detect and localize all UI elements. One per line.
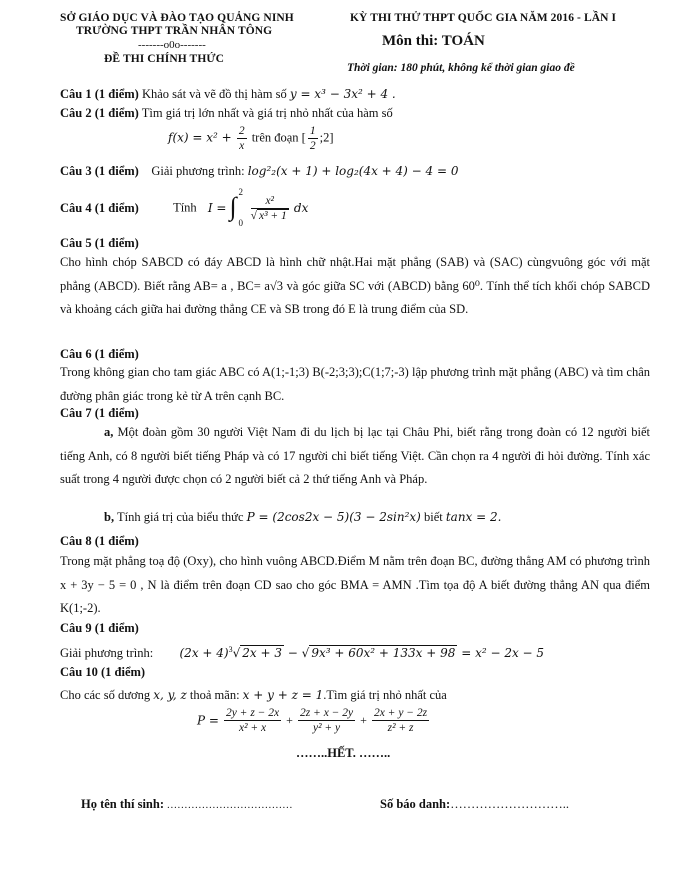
q4-dx: dx: [293, 201, 309, 215]
q9-radicand-b: 9x³ + 60x² + 133x + 98: [311, 646, 456, 661]
q2-frac2-den: 2: [309, 140, 316, 152]
q6-text: Trong không gian cho tam giác ABC có A(1;-1;3) B(-2;3;3);C(1;7;-3) lập phương trình mặt phẳng (ABC) và tìm chân đường phân giác trong kẻ từ A trên cạnh BC.: [60, 365, 650, 403]
q9-root-index: 3: [228, 645, 233, 654]
q2-fraction: [237, 124, 247, 153]
candidate-name-label: Họ tên thí sinh:: [81, 797, 165, 811]
q2-tail2: ;2]: [319, 130, 334, 145]
q9-rhs: = x² − 2x − 5: [457, 646, 545, 661]
q10-f2-num: 2z + x − 2y: [299, 707, 354, 719]
question-1: [60, 87, 396, 102]
q9-text: Giải phương trình:: [60, 646, 154, 661]
q4-den-rad: x³ + 1: [258, 209, 287, 222]
integral-sign: ∫: [229, 192, 237, 221]
q4-lhs: I =: [207, 201, 227, 215]
candidate-name-line: [81, 797, 293, 812]
q4-fraction: [251, 194, 289, 223]
q4-upper-bound: 2: [238, 187, 244, 197]
subject-title: Môn thi: TOÁN: [382, 33, 485, 49]
q7-a-label: a,: [104, 425, 114, 439]
q10-plus-1: +: [286, 713, 293, 727]
q7-a-text: Một đoàn gồm 30 người Việt Nam đi du lịch bị lạc tại Châu Phi, biết rằng trong đoàn có 12 người biết tiếng Anh, có 8 người biết tiếng Pháp và có 17 người chỉ biết tiếng Việt. Cần chọn ra 4 người đi hỏi đường. Tính xác suất trong 4 người được chọn có 2 người biết cả 2 thứ tiếng Anh và Pháp.: [60, 425, 651, 486]
q8-label: Câu 8 (1 điểm): [60, 534, 139, 548]
q2-formula-lhs: f(x) = x² +: [168, 130, 232, 145]
q9-label: Câu 9 (1 điểm): [60, 621, 139, 635]
q10-cond: x + y + z = 1: [242, 688, 324, 702]
q5-text: Cho hình chóp SABCD có đáy ABCD là hình chữ nhật.Hai mặt phẳng (SAB) và (SAC) cùngvuông góc với mặt phẳng (ABCD). Biết rằng AB= a , BC= a√3 và góc giữa SC với (ABCD) bằng 60⁰. Tính thể tích khối chóp SABCD và khoảng cách giữa hai đường thẳng CE và SB trong đó E là trung điểm của SD.: [60, 255, 650, 316]
time-limit: Thời gian: 180 phút, không kể thời gian giao đề: [347, 62, 575, 74]
q10-expression: [197, 706, 431, 735]
exam-title: KỲ THI THỬ THPT QUỐC GIA NĂM 2016 - LẦN I: [350, 12, 617, 24]
q6-label: Câu 6 (1 điểm): [60, 347, 139, 361]
candidate-id-line: [380, 797, 569, 812]
header-divider: -------o0o-------: [138, 39, 206, 51]
q7-b-tail: biết: [423, 510, 443, 524]
q4-lower-bound: 0: [238, 218, 244, 228]
q4-num: x²: [251, 194, 289, 209]
q3-text: Giải phương trình:: [151, 164, 245, 178]
q10-f3-den: z² + z: [387, 722, 414, 734]
question-9: Giải phương trình: $(2x + 4)^3√$ 2x + 3 − √ 9x³ + 60x² + 133x + 98 = x² − 2x − 5: [60, 645, 545, 661]
q10-cond-pre: thoả mãn:: [189, 688, 240, 702]
q10-frac-1: [224, 706, 281, 735]
q2-label: Câu 2 (1 điểm): [60, 106, 139, 120]
q5-label: Câu 5 (1 điểm): [60, 236, 139, 250]
q10-text: Cho các số dương: [60, 688, 151, 702]
q2-tail: trên đoạn [: [251, 130, 306, 145]
end-marker: ……..HẾT. ……..: [296, 746, 391, 760]
q2-text: Tìm giá trị lớn nhất và giá trị nhỏ nhất của hàm số: [141, 106, 393, 120]
q10-plus-2: +: [360, 713, 367, 727]
q4-text: Tính: [173, 200, 197, 215]
q8-text: Trong mặt phẳng toạ độ (Oxy), cho hình vuông ABCD.Điểm M nằm trên đoạn BC, đường thẳng AM có phương trình x + 3y − 5 = 0 , N là điểm trên đoạn CD sao cho góc BMA = AMN .Tìm tọa độ A biết đường thẳng AN qua điểm K(1;-2).: [60, 554, 650, 615]
q10-vars: x, y, z: [153, 688, 187, 702]
q1-formula: y = x³ − 3x² + 4 .: [289, 87, 396, 101]
q4-integral: [229, 187, 246, 228]
q10-frac-3: [372, 706, 429, 735]
official-label: ĐỀ THI CHÍNH THỨC: [104, 53, 225, 65]
q10-f1-den: x² + x: [238, 722, 267, 734]
q9-radicand-a: 2x + 3: [242, 646, 282, 661]
q4-den: √ x³ + 1: [250, 209, 287, 222]
q9-formula-a: (2x + 4): [179, 646, 229, 661]
q2-formula: [168, 124, 334, 153]
q10-cond-post: .Tìm giá trị nhỏ nhất của: [323, 688, 447, 702]
question-3: [60, 164, 458, 179]
q7-b-formula: P = (2cos2x − 5)(3 − 2sin²x): [246, 510, 421, 524]
q2-frac-num: 2: [238, 125, 245, 137]
q3-formula: log²₂(x + 1) + log₂(4x + 4) − 4 = 0: [247, 164, 459, 178]
q10-f1-num: 2y + z − 2x: [225, 707, 280, 719]
q10-label: Câu 10 (1 điểm): [60, 665, 146, 679]
q1-text: Khảo sát và vẽ đồ thị hàm số: [141, 87, 287, 101]
q2-frac-den: x: [239, 140, 245, 152]
q7-label: Câu 7 (1 điểm): [60, 406, 139, 420]
q1-label: Câu 1 (1 điểm): [60, 87, 139, 101]
q7-b-label: b,: [104, 510, 115, 524]
q2-fraction-2: [308, 124, 318, 153]
candidate-id-dots: ………………………..: [450, 797, 569, 811]
question-10: [60, 688, 447, 703]
q10-frac-2: [298, 706, 355, 735]
q7-b-text: Tính giá trị của biểu thức: [116, 510, 244, 524]
q3-label: Câu 3 (1 điểm): [60, 164, 139, 178]
q2-frac2-num: 1: [309, 125, 316, 137]
q7-b: [104, 510, 501, 525]
q4-label: Câu 4 (1 điểm): [60, 200, 139, 215]
q10-f3-num: 2x + y − 2z: [373, 707, 428, 719]
q10-p-lhs: P =: [197, 713, 219, 728]
question-2: [60, 106, 393, 121]
candidate-id-label: Số báo danh:: [380, 797, 451, 811]
school-name: TRƯỜNG THPT TRẦN NHÂN TÔNG: [76, 25, 273, 37]
q7-a: [60, 421, 650, 492]
dept-name: SỞ GIÁO DỤC VÀ ĐÀO TẠO QUẢNG NINH: [60, 12, 294, 24]
candidate-name-dots: ....................................: [167, 800, 294, 811]
q10-f2-den: y² + y: [312, 722, 341, 734]
question-4: [60, 187, 309, 230]
q7-b-cond: tanx = 2.: [445, 510, 502, 524]
q9-minus: −: [283, 646, 302, 661]
